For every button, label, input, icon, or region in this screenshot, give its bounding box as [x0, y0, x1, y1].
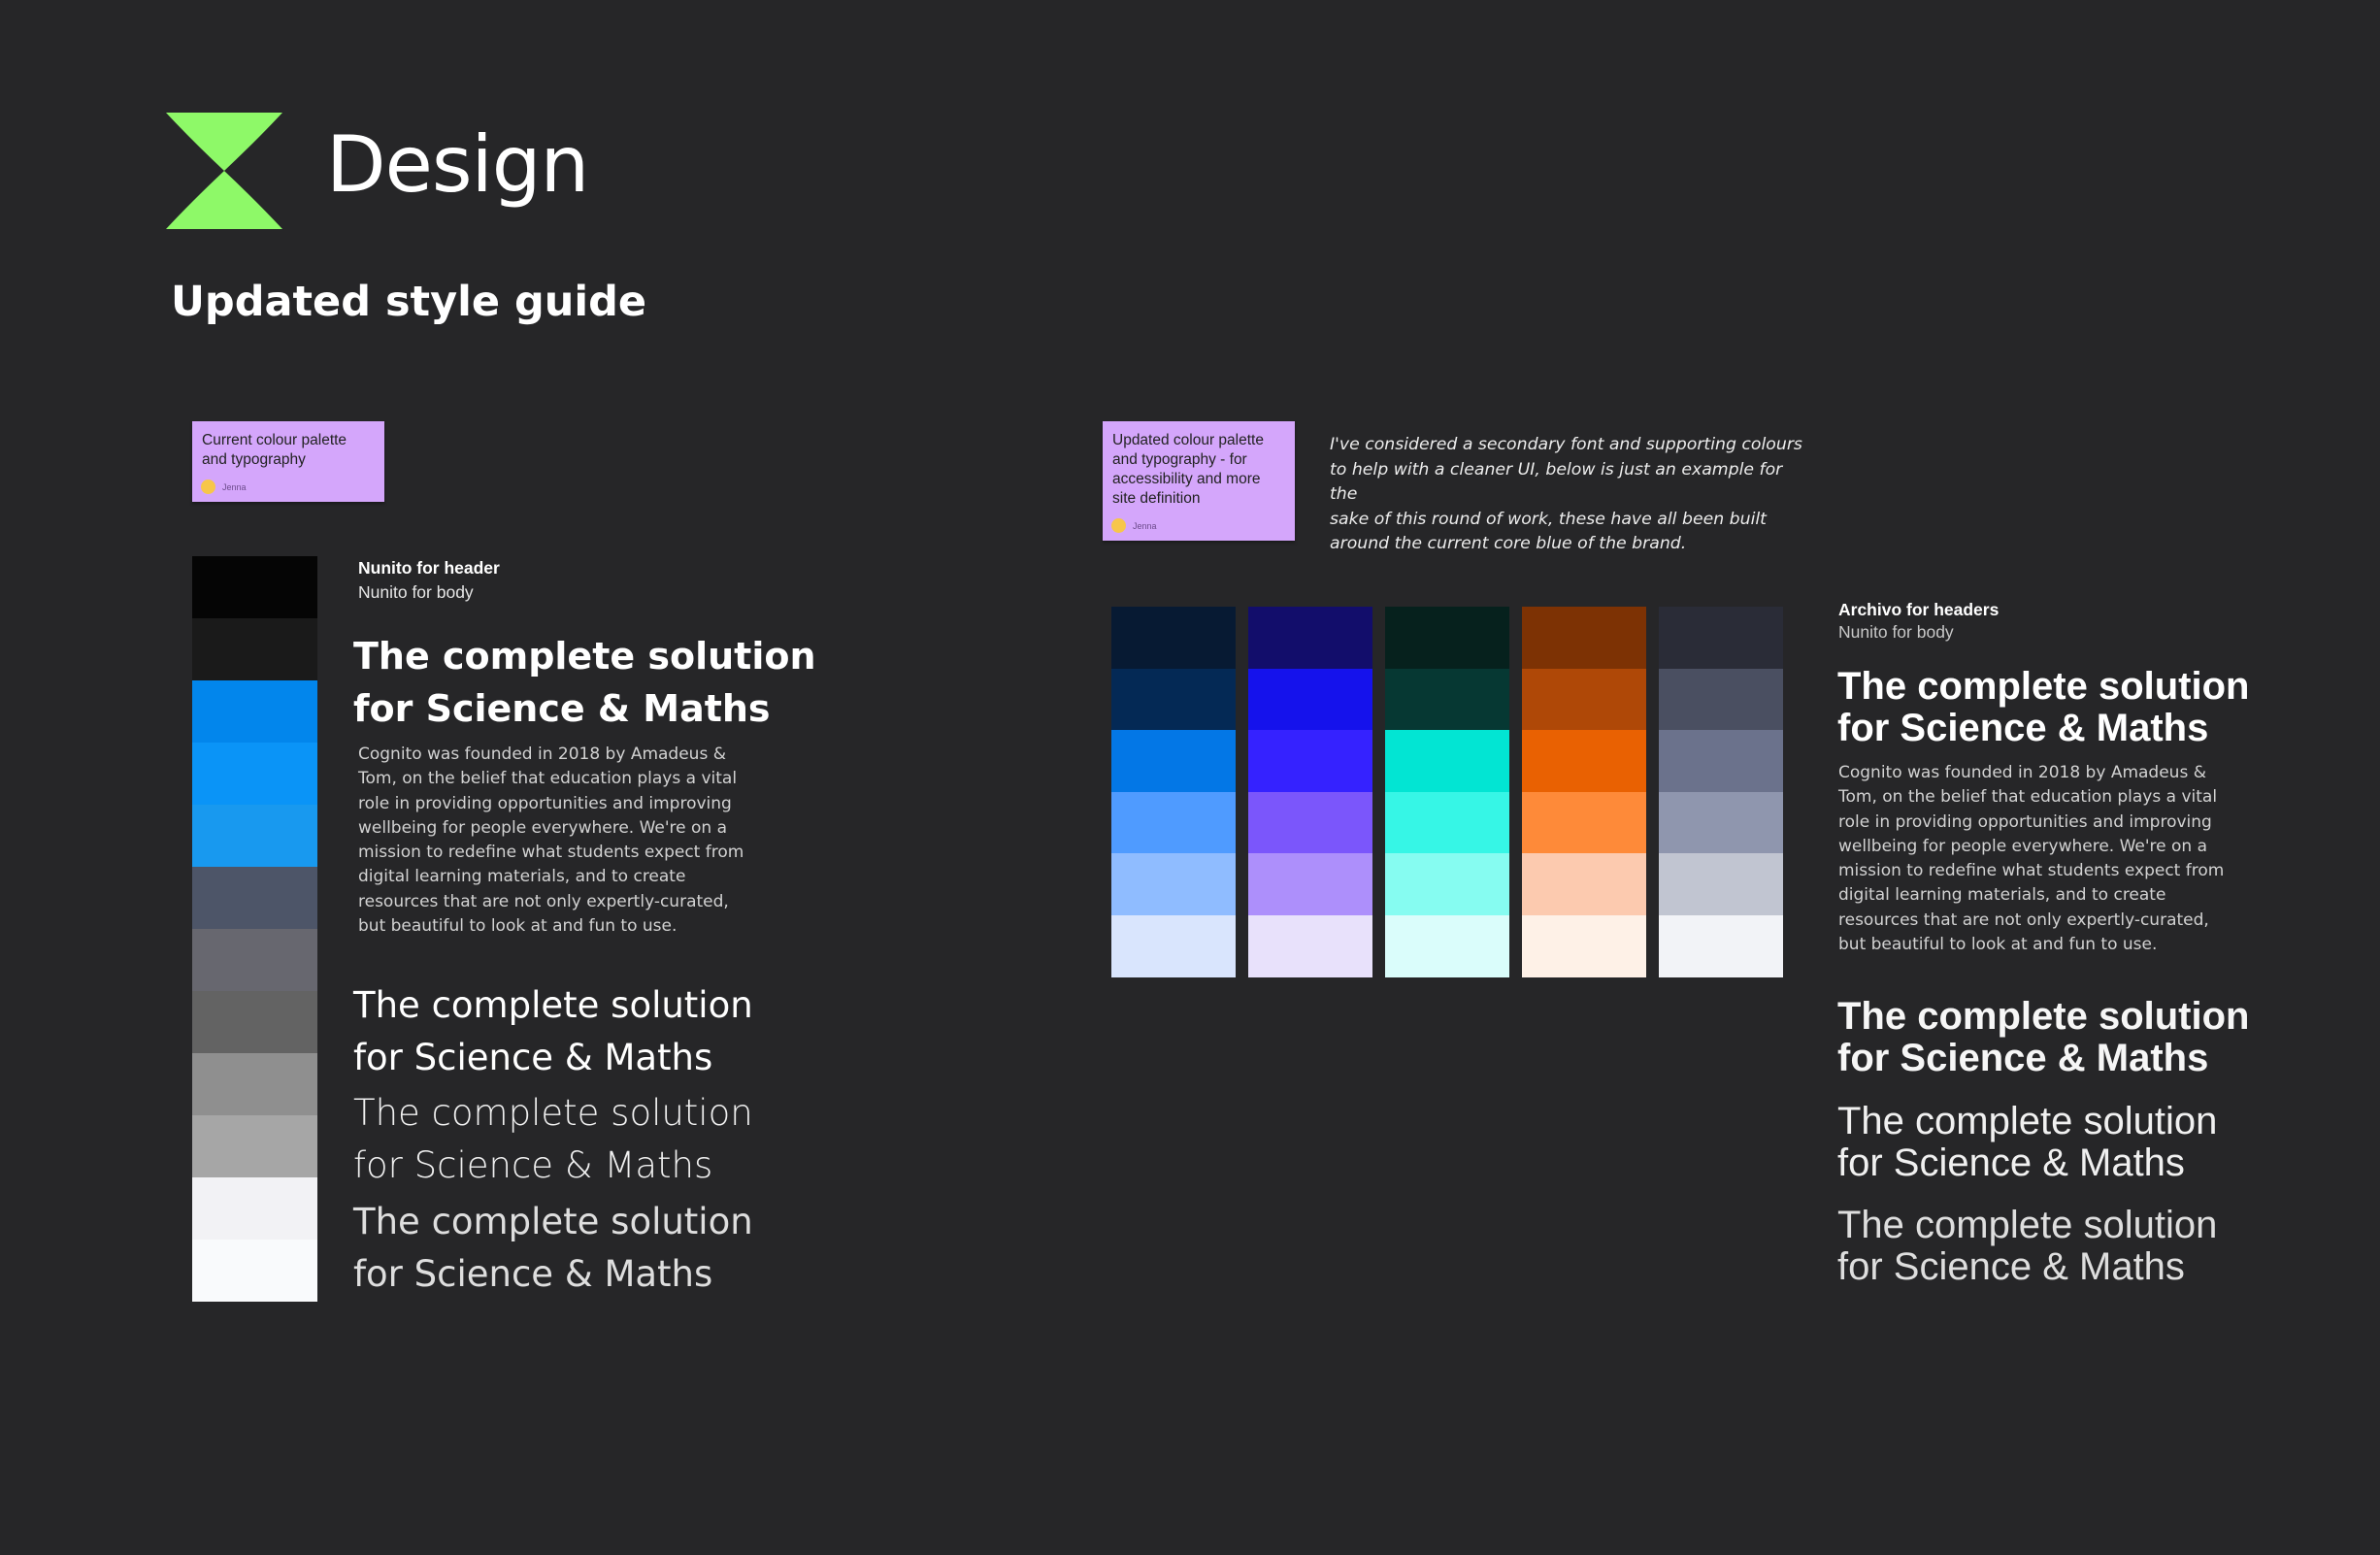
paragraph-line: mission to redefine what students expect from [1838, 861, 2225, 881]
current-body-paragraph [358, 743, 766, 939]
colour-swatch [192, 556, 317, 618]
colour-swatch [1522, 730, 1646, 792]
paragraph-line: resources that are not only expertly-curated, [1838, 910, 2209, 930]
paragraph-line: role in providing opportunities and improving [1838, 811, 2212, 832]
design-logo-icon [166, 113, 282, 229]
colour-swatch [1248, 607, 1372, 669]
colour-swatch [192, 867, 317, 929]
colour-swatch [1385, 792, 1509, 854]
sample-line: The complete solution [1837, 995, 2250, 1038]
colour-swatch [1522, 853, 1646, 915]
paragraph-line: Cognito was founded in 2018 by Amadeus & [1838, 763, 2206, 782]
colour-swatch [1385, 669, 1509, 731]
sticky-note-line: and typography [202, 451, 306, 468]
current-extralight-sample [353, 1196, 753, 1301]
page-subtitle: Updated style guide [171, 278, 647, 326]
sticky-note-author: Jenna [1133, 520, 1157, 531]
paragraph-line: wellbeing for people everywhere. We're on a [358, 817, 728, 838]
colour-swatch [1248, 915, 1372, 977]
headline-line: for Science & Maths [1837, 707, 2209, 749]
current-header-font-label: Nunito for header [358, 558, 500, 578]
colour-swatch [192, 991, 317, 1053]
author-avatar [1111, 518, 1126, 533]
colour-swatch [192, 805, 317, 867]
paragraph-line: mission to redefine what students expect from [358, 843, 744, 863]
colour-swatch [1659, 669, 1783, 731]
author-avatar [201, 480, 215, 494]
current-body-font-label: Nunito for body [358, 582, 474, 602]
colour-swatch [1659, 730, 1783, 792]
paragraph-line: role in providing opportunities and improving [358, 793, 732, 813]
colour-swatch [1248, 730, 1372, 792]
current-headline [353, 630, 816, 735]
current-colour-palette [192, 556, 317, 1302]
sticky-note-line: accessibility and more [1112, 471, 1261, 487]
colour-swatch [192, 1115, 317, 1177]
updated-headline [1837, 666, 2249, 749]
colour-swatch [1522, 915, 1646, 977]
colour-swatch [1522, 607, 1646, 669]
updated-colour-palette [1111, 607, 1783, 979]
sample-line: for Science & Maths [1837, 1037, 2209, 1079]
headline-line: The complete solution [353, 635, 816, 678]
colour-swatch [1385, 853, 1509, 915]
current-light-sample [353, 1087, 753, 1192]
sample-line: The complete solution [1837, 1204, 2218, 1246]
sticky-note-line: Current colour palette [202, 432, 347, 448]
note-line: sake of this round of work, these have all been built [1330, 509, 1767, 529]
updated-regular-sample [1837, 1101, 2217, 1184]
paragraph-line: resources that are not only expertly-curated, [358, 891, 729, 911]
sticky-note-line: and typography - for [1112, 451, 1247, 468]
colour-swatch [1385, 730, 1509, 792]
colour-swatch [1659, 915, 1783, 977]
headline-line: for Science & Maths [353, 687, 771, 730]
note-line: I've considered a secondary font and supporting colours [1330, 435, 1802, 454]
sample-line: The complete solution [353, 1092, 753, 1134]
sample-line: The complete solution [353, 984, 753, 1026]
colour-swatch [1522, 669, 1646, 731]
colour-swatch [192, 680, 317, 743]
paragraph-line: wellbeing for people everywhere. We're on a [1838, 836, 2208, 856]
sticky-note-line: Updated colour palette [1112, 432, 1264, 448]
sample-line: The complete solution [1837, 1100, 2218, 1142]
sample-line: for Science & Maths [353, 1037, 713, 1078]
current-sticky-note[interactable] [192, 421, 384, 502]
headline-line: The complete solution [1837, 665, 2250, 708]
colour-swatch [192, 1240, 317, 1302]
colour-swatch [1111, 730, 1236, 792]
paragraph-line: Cognito was founded in 2018 by Amadeus & [358, 744, 726, 764]
colour-swatch [1659, 792, 1783, 854]
colour-swatch [192, 1053, 317, 1115]
note-line: to help with a cleaner UI, below is just an example for the [1330, 459, 1783, 504]
colour-swatch [1111, 607, 1236, 669]
colour-swatch [1248, 669, 1372, 731]
sticky-note-line: site definition [1112, 490, 1201, 507]
paragraph-line: digital learning materials, and to create [358, 867, 686, 887]
updated-medium-sample [1837, 996, 2249, 1079]
sample-line: for Science & Maths [1837, 1245, 2185, 1288]
sample-line: for Science & Maths [353, 1253, 713, 1295]
updated-sticky-note[interactable] [1103, 421, 1295, 541]
sample-line: for Science & Maths [353, 1144, 713, 1186]
design-note [1330, 433, 1815, 557]
page-title: Design [326, 119, 589, 210]
updated-light-sample [1837, 1205, 2217, 1288]
colour-swatch [1248, 792, 1372, 854]
colour-swatch [192, 929, 317, 991]
colour-swatch [1111, 853, 1236, 915]
colour-swatch [192, 743, 317, 805]
colour-swatch [1385, 915, 1509, 977]
colour-swatch [1522, 792, 1646, 854]
paragraph-line: but beautiful to look at and fun to use. [1838, 935, 2158, 955]
paragraph-line: Tom, on the belief that education plays a vital [358, 769, 738, 789]
colour-swatch [1385, 607, 1509, 669]
sample-line: The complete solution [353, 1201, 753, 1242]
note-line: around the current core blue of the brand. [1330, 534, 1687, 553]
colour-swatch [1659, 853, 1783, 915]
updated-header-font-label: Archivo for headers [1838, 600, 2000, 619]
updated-body-paragraph [1838, 761, 2246, 957]
updated-body-font-label: Nunito for body [1838, 622, 1954, 642]
paragraph-line: digital learning materials, and to create [1838, 885, 2166, 906]
sticky-note-author: Jenna [222, 481, 247, 492]
colour-swatch [1248, 853, 1372, 915]
colour-swatch [1111, 792, 1236, 854]
colour-swatch [192, 1177, 317, 1240]
colour-swatch [1659, 607, 1783, 669]
paragraph-line: but beautiful to look at and fun to use. [358, 916, 678, 937]
colour-swatch [192, 618, 317, 680]
current-regular-sample [353, 979, 753, 1084]
colour-swatch [1111, 915, 1236, 977]
colour-swatch [1111, 669, 1236, 731]
paragraph-line: Tom, on the belief that education plays a vital [1838, 787, 2218, 808]
sample-line: for Science & Maths [1837, 1141, 2185, 1184]
